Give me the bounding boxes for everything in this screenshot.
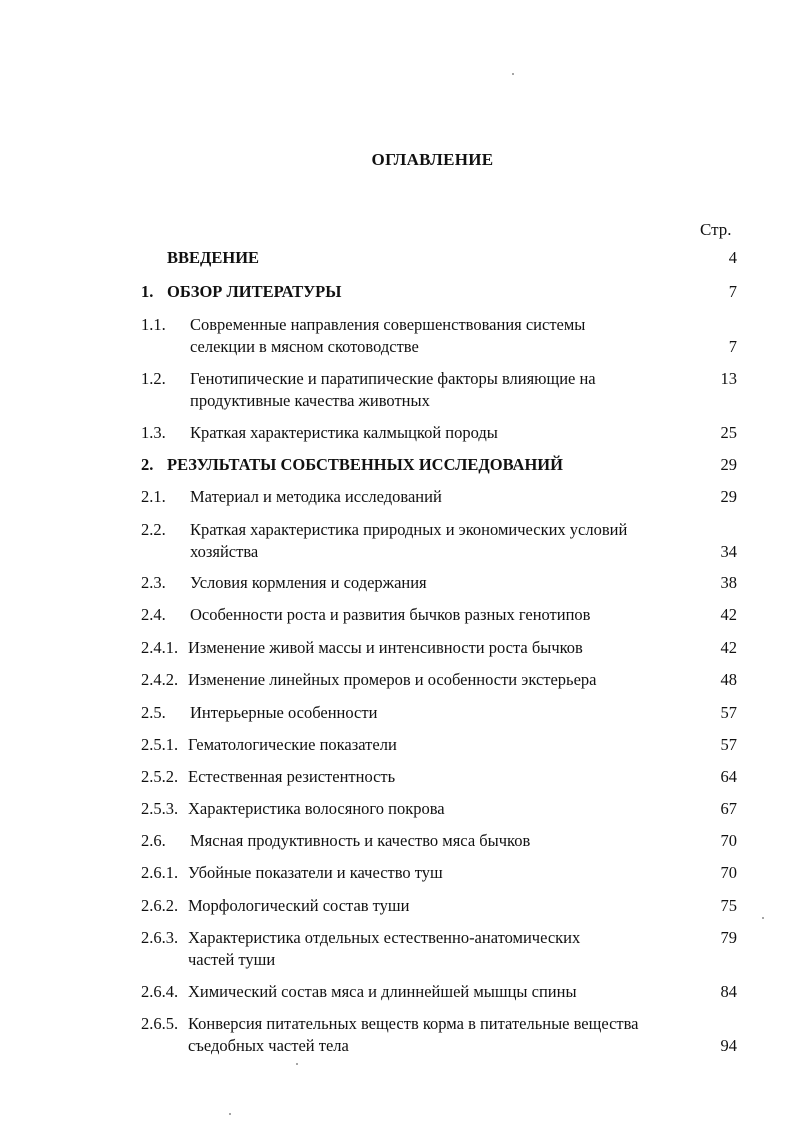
- toc-entry-page: 4: [728, 248, 737, 267]
- toc-entry-page: 75: [720, 896, 737, 915]
- toc-entry-number: 2.4.2.: [141, 670, 179, 689]
- toc-entry-page: 79: [720, 928, 737, 947]
- toc-entry-text: Убойные показатели и качество туш: [188, 863, 443, 882]
- toc-entry-page: 7: [728, 337, 737, 356]
- toc-entry-page: 48: [720, 670, 737, 689]
- toc-entry-number: 2.5.: [141, 703, 166, 722]
- scan-speck: [512, 73, 514, 75]
- toc-entry-number: 1.2.: [141, 369, 166, 388]
- scan-speck: [229, 1113, 231, 1115]
- toc-entry-page: 13: [720, 369, 737, 388]
- toc-entry-number: 2.4.: [141, 605, 166, 624]
- toc-entry-text: Генотипические и паратипические факторы влияющие на: [190, 369, 596, 388]
- toc-entry-number: 2.6.3.: [141, 928, 179, 947]
- toc-entry-text: Мясная продуктивность и качество мяса бычков: [190, 831, 531, 850]
- toc-entry-page: 57: [720, 735, 737, 754]
- toc-entry-number: 2.5.1.: [141, 735, 179, 754]
- toc-entry-number: 1.: [141, 282, 154, 301]
- toc-entry-page: 70: [720, 863, 737, 882]
- toc-entry-text: Характеристика отдельных естественно-анатомических: [188, 928, 581, 947]
- toc-entry-page: 34: [720, 542, 737, 561]
- toc-entry-number: 2.5.2.: [141, 767, 179, 786]
- toc-entry-number: 2.5.3.: [141, 799, 179, 818]
- toc-entry-number: 2.1.: [141, 487, 166, 506]
- toc-entry-text: съедобных частей тела: [188, 1036, 349, 1055]
- scan-speck: [762, 917, 764, 919]
- toc-entry-number: 2.6.5.: [141, 1014, 179, 1033]
- toc-entry-page: 64: [720, 767, 737, 786]
- toc-entry-page: 42: [720, 605, 737, 624]
- toc-entry-text: Условия кормления и содержания: [190, 573, 427, 592]
- toc-entry-text: Особенности роста и развития бычков разных генотипов: [190, 605, 591, 624]
- page-title: ОГЛАВЛЕНИЕ: [371, 150, 494, 169]
- toc-entry-page: 84: [720, 982, 737, 1001]
- scan-speck: [296, 1063, 298, 1065]
- toc-entry-number: 2.4.1.: [141, 638, 179, 657]
- toc-entry-number: 1.3.: [141, 423, 166, 442]
- toc-entry-text: Гематологические показатели: [188, 735, 397, 754]
- toc-entry-text: Материал и методика исследований: [190, 487, 442, 506]
- toc-entry-text: Характеристика волосяного покрова: [188, 799, 445, 818]
- toc-entry-text: Морфологический состав туши: [188, 896, 410, 915]
- toc-entry-text: ВВЕДЕНИЕ: [167, 248, 260, 267]
- toc-entry-page: 70: [720, 831, 737, 850]
- toc-entry-text: Химический состав мяса и длиннейшей мышцы спины: [188, 982, 577, 1001]
- toc-entry-page: 57: [720, 703, 737, 722]
- toc-entry-page: 25: [720, 423, 737, 442]
- toc-entry-number: 2.6.2.: [141, 896, 179, 915]
- toc-entry-text: Естественная резистентность: [188, 767, 396, 786]
- toc-entry-text: селекции в мясном скотоводстве: [190, 337, 419, 356]
- toc-entry-page: 29: [720, 487, 737, 506]
- toc-entry-text: Изменение линейных промеров и особенности экстерьера: [188, 670, 597, 689]
- toc-entry-text: Современные направления совершенствования системы: [190, 315, 586, 334]
- toc-entry-page: 94: [720, 1036, 737, 1055]
- toc-entry-text: Краткая характеристика калмыцкой породы: [190, 423, 498, 442]
- toc-entry-text: Изменение живой массы и интенсивности роста бычков: [188, 638, 583, 657]
- toc-entry-text: Конверсия питательных веществ корма в питательные вещества: [188, 1014, 639, 1033]
- toc-entry-number: 1.1.: [141, 315, 166, 334]
- toc-entry-number: 2.: [141, 455, 154, 474]
- toc-entry-text: Краткая характеристика природных и экономических условий: [190, 520, 628, 539]
- toc-entry-number: 2.6.4.: [141, 982, 179, 1001]
- toc-entry-text: частей туши: [188, 950, 276, 969]
- toc-entry-text: РЕЗУЛЬТАТЫ СОБСТВЕННЫХ ИССЛЕДОВАНИЙ: [167, 455, 563, 474]
- toc-entry-page: 42: [720, 638, 737, 657]
- toc-entry-page: 67: [720, 799, 737, 818]
- toc-entry-page: 29: [720, 455, 737, 474]
- toc-entry-text: продуктивные качества животных: [190, 391, 430, 410]
- toc-entry-text: ОБЗОР ЛИТЕРАТУРЫ: [167, 282, 342, 301]
- toc-entry-number: 2.6.: [141, 831, 166, 850]
- toc-entry-number: 2.3.: [141, 573, 166, 592]
- toc-entry-text: хозяйства: [190, 542, 259, 561]
- toc-entry-number: 2.2.: [141, 520, 166, 539]
- page-column-header: Стр.: [700, 220, 732, 239]
- toc-entry-page: 38: [720, 573, 737, 592]
- toc-entry-text: Интерьерные особенности: [190, 703, 378, 722]
- toc-entry-page: 7: [728, 282, 737, 301]
- toc-entry-number: 2.6.1.: [141, 863, 179, 882]
